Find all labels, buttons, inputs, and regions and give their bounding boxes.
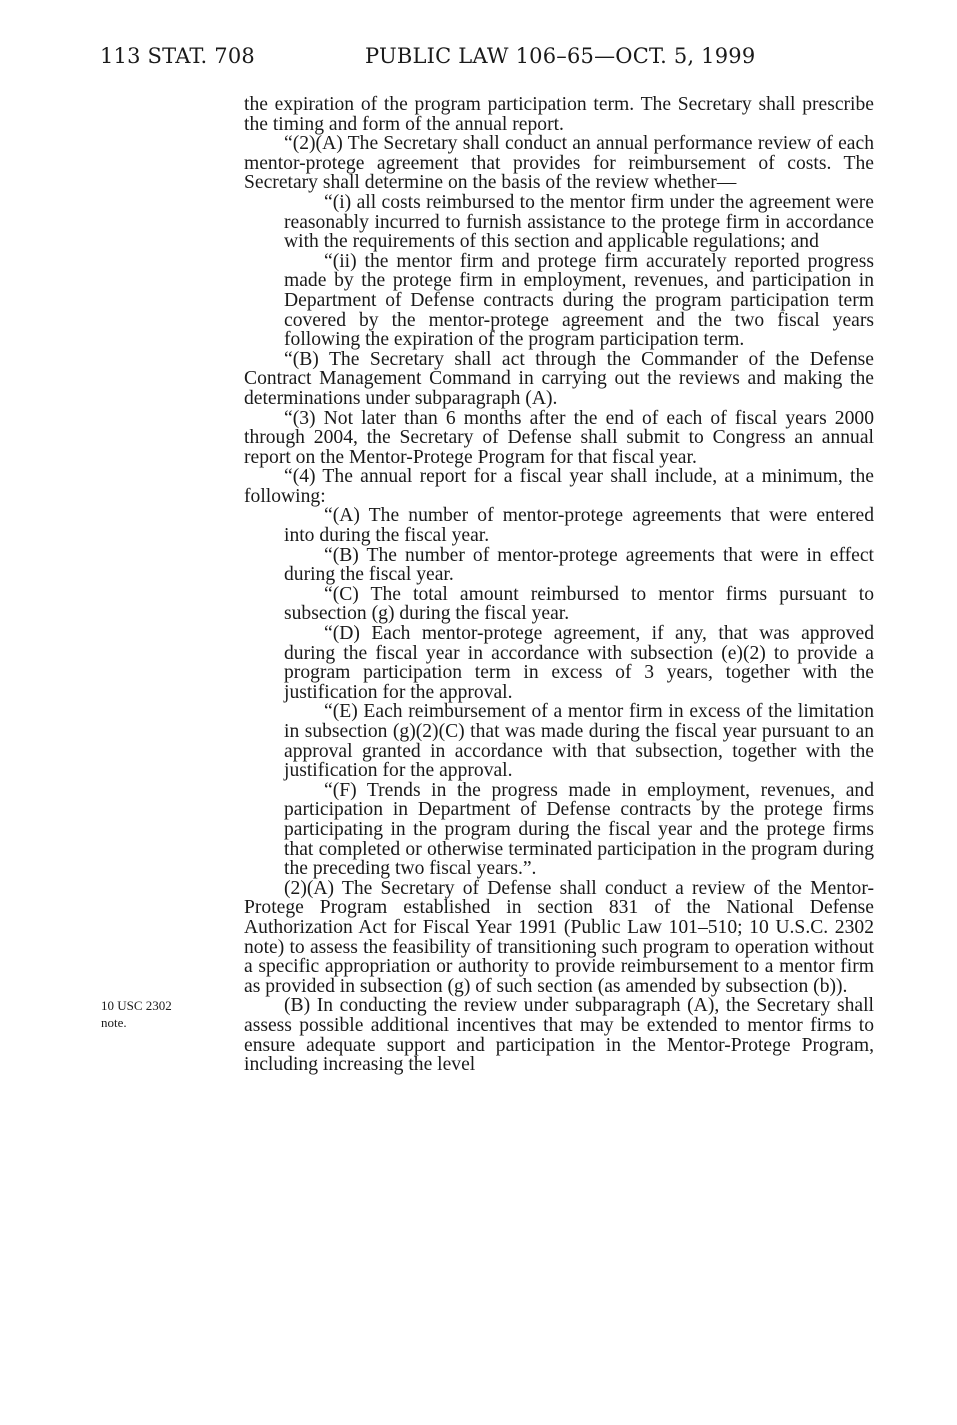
review-paragraph-2b: (B) In conducting the review under subparagraph (A), the Secretary shall assess possible additional incentives that may be extended to mentor firms to ensure adequate support and participation in the Mentor-Protege Program, including increasing the level	[244, 995, 874, 1076]
subparagraph-f: “(F) Trends in the progress made in employment, revenues, and participation in Department of Defense contracts by the protege firms participating in the program during the fiscal year and the protege firms that completed or otherwise terminated participation in the program during the preceding two fiscal years.”.	[284, 779, 874, 880]
clause-ii: “(ii) the mentor firm and protege firm accurately reported progress made by the protege firm in employment, revenues, and participation in Department of Defense contracts during the program participation term covered by the mentor-protege agreement and the two fiscal years following the expiration of the program participation term.	[284, 250, 874, 351]
running-header	[100, 44, 880, 78]
paragraph-2a: “(2)(A) The Secretary shall conduct an annual performance review of each mentor-protege agreement that provides for reimbursement of costs. The Secretary shall determine on the basis of the review whether—	[244, 133, 874, 194]
margin-note	[101, 997, 172, 1031]
subparagraph-d: “(D) Each mentor-protege agreement, if any, that was approved during the fiscal year in accordance with subsection (e)(2) to provide a program participation term in excess of 3 years, together with the justification for the approval.	[284, 623, 874, 703]
paragraph-2b: “(B) The Secretary shall act through the Commander of the Defense Contract Management Command in carrying out the reviews and making the determinations under subparagraph (A).	[244, 348, 874, 409]
public-law-citation: PUBLIC LAW 106–65—OCT. 5, 1999	[365, 44, 756, 68]
paragraph-continuation: the expiration of the program participation term. The Secretary shall prescribe the timing and form of the annual report.	[244, 94, 874, 135]
body-text	[244, 95, 874, 1075]
subparagraph-e: “(E) Each reimbursement of a mentor firm in excess of the limitation in subsection (g)(2)(C) that was made during the fiscal year pursuant to an approval granted in accordance with that subsection, together with the justification for the approval.	[284, 701, 874, 782]
subparagraph-c: “(C) The total amount reimbursed to mentor firms pursuant to subsection (g) during the fiscal year.	[284, 583, 874, 625]
margin-note-label: note.	[101, 1015, 127, 1030]
subparagraph-a: “(A) The number of mentor-protege agreements that were entered into during the fiscal year.	[284, 505, 874, 547]
paragraph-4: “(4) The annual report for a fiscal year shall include, at a minimum, the following:	[244, 466, 874, 507]
statute-page-number: 113 STAT. 708	[100, 44, 255, 68]
review-paragraph-2a: (2)(A) The Secretary of Defense shall conduct a review of the Mentor-Protege Program established in section 831 of the National Defense Authorization Act for Fiscal Year 1991 (Public Law 101–510; 10 U.S.C. 2302 note) to assess the feasibility of transitioning such program to operation without a specific appropriation or authority to provide reimbursement to a mentor firm as provided in subsection (g) of such section (as amended by subsection (b)).	[244, 877, 874, 997]
margin-note-citation: 10 USC 2302	[101, 998, 172, 1013]
paragraph-3: “(3) Not later than 6 months after the end of each of fiscal years 2000 through 2004, the Secretary of Defense shall submit to Congress an annual report on the Mentor-Protege Program for that fiscal year.	[244, 407, 874, 468]
subparagraph-b: “(B) The number of mentor-protege agreements that were in effect during the fiscal year.	[284, 544, 874, 586]
clause-i: “(i) all costs reimbursed to the mentor firm under the agreement were reasonably incurred to furnish assistance to the protege firm in accordance with the requirements of this section and applicable regulations; and	[284, 191, 874, 253]
